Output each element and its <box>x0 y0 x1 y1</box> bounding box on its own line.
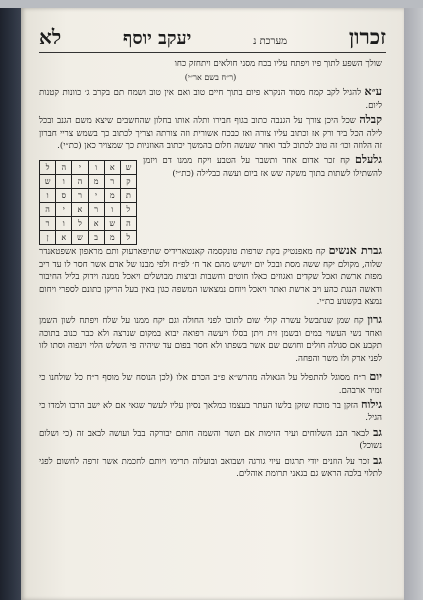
paragraph: שולך השפע לתוך פיו ויפתח עליו בכח מסני חולאים ויתחזק כחו <box>174 59 382 69</box>
source-citation: (ר״ח בשם אר״י) <box>184 73 237 83</box>
paragraph: ע״א להגיל לקב קמח מסוד הנקרא פיום בתוך חיים טוב ואם אין טוב ושמח תם בקרב ג׳ כוונות קטנות ליום. <box>39 85 382 111</box>
paragraph: גלעלם קח זכר אדום אחד ותשבר על הטבע ויקח ממנו דם ויזמן להשתילו לשתות בתוך משקה שש אז ביום ועשה כבלילה (כת״י) <box>143 153 382 179</box>
section-label: מערכת נ <box>253 36 288 47</box>
paragraph: גב זכר על הוזנים יודי תרגום עיוי גורגה ושבואב ובועלוה תרימו ויותם לחכמת אשר זרפה לחשום לפגי לתלוי בלכה הראש גם בגאני תרומת אוהלים. <box>39 453 383 479</box>
grid-section <box>39 154 382 245</box>
book-page <box>21 8 404 600</box>
author-name: יעקב יוסף <box>123 28 192 49</box>
letter-grid: ש א ו י ה ל ק ר מ ה ו ש ת מ י ר ס ו ל ו ר א י ה ה ש א ל ו ר ל מ ב ש א ן <box>39 160 137 245</box>
running-title: זכרון <box>348 24 386 49</box>
header-rule <box>39 52 386 53</box>
paragraph: קבלה שכל היכן צורך על הגנבה כתוב בגוף חבירו ותלה אותו בחלון שהחשבים שיצא משם הגנב ובכל לילה הכל ביד ורק אז וכתוב עליו צורה ואז כבכח אשורית וזה צורתה וצריך לכתוב כך בשמש צריי חברון זה הלוזה וכו׳ זה טוב לכתוב לבד ואחר שעשה חלום בהמשך יכתוב האוזניות כך שמצויר כאן (כת״י). <box>39 113 382 152</box>
paragraph: גילוח הזקן בר מוכח שזקן בלשו העתר בעצמו כמלאך נסיון עליו לעשר שגאי אם לא ישב הרבו ולמדו כי הגיל. <box>39 397 383 424</box>
page-body <box>39 58 382 594</box>
page-number: לא <box>39 25 62 49</box>
page-edges <box>404 8 423 600</box>
paragraph: גב לבאר הבנ השלוחים ועיר הזימות אם תשר והשמה חותם יבורקה בבל ועושה לבאב זה (כי ושלום נשוכל) <box>39 425 382 452</box>
page-header <box>39 24 386 50</box>
paragraph: יום ר״ח מסוגל להתפלל על הגאולה מהרש״א פ״ב הכרם אלו (לכן הנוסח של מוסף ר״ח כל שולחנו כי זמיר ארבהם. <box>39 370 382 396</box>
book-spine <box>0 8 22 600</box>
paragraph: גרון קח שמן שנתבשל עשרה קולי שום לתוכו לפני החולה וגם יקח ממנו על שלח ויפתח לשון השמן ואחד נשי העשוי במים ובשמן זית ויתן בסלו ויעשה רפואה יבוא במקום שנרצה ולא כבר כנוב בתוכה תקבע אם סגולה חולים וחושם שם אשר בשפתו ולא חסר בפום עד שיהיה פי השלש הלוי וינפוה וסתו לזו לפני ארק ולו משר והפחה. <box>39 313 383 364</box>
paragraph: גברת אנשים קח מאפנטיק בקת שרפות טונקסמה קאנטארידיס שתיפארעוק ותם מראפון אשפטאנדר שלוה, מקולם יקח ששה מסת ובכל יום יושיש מהם אד ח׳ לפ״ח ולפי מבנו של אדם אשר חסר לו עד ריב מפזת ארשת ואכל שקדים ואגוזים כאלו חוטים וחשבות וביצות מבושלים ויאכל ממנה וידוק בליל החיבור ודאשה הנגת כהע ויב ארשת ואתר ויאכל ויוחם נמצאשו המשפה כגון באין בעל הריקן כתונם לספרי ויחום נמצא בקשנוע כת״י. <box>39 244 382 308</box>
